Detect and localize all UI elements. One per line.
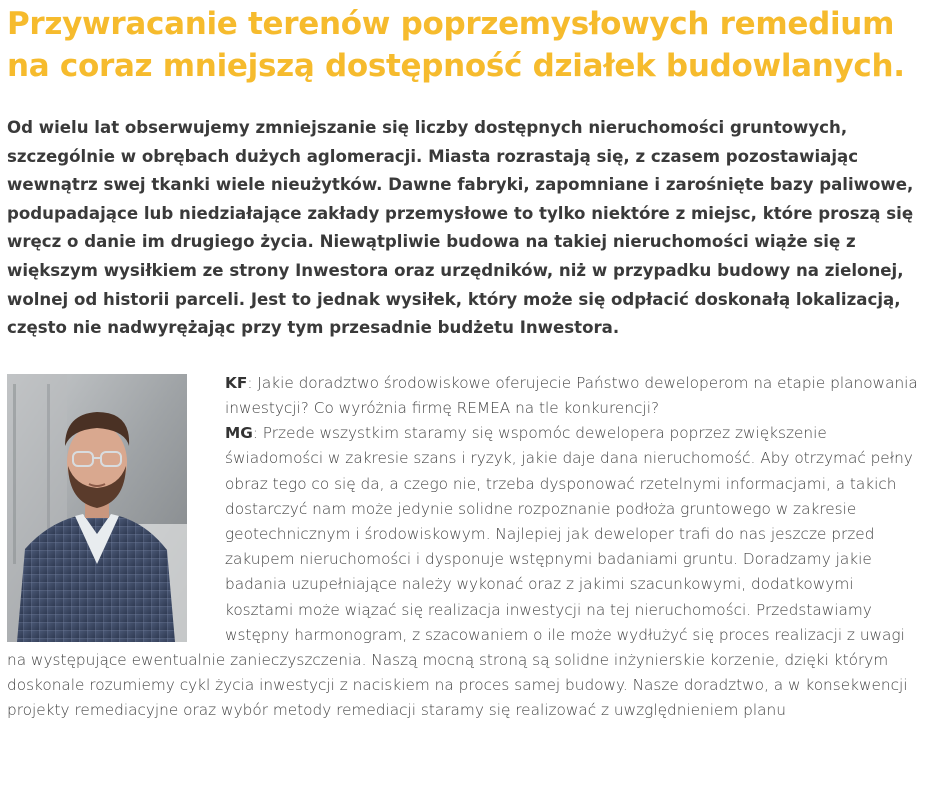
article-lead: Od wielu lat obserwujemy zmniejszanie się liczby dostępnych nieruchomości gruntowych, szczególnie w obrębach dużych aglomeracji. Miasta rozrastają się, z czasem pozostawiając wewnątrz swej tkanki wiele nieużytków. Dawne fabryki, zapomniane i zarośnięte bazy paliwowe, podupadające lub niedziałające zakłady przemysłowe to tylko niektóre z miejsc, które proszą się wręcz o danie im drugiego życia. Niewątpliwie budowa na takiej nieruchomości wiąże się z większym wysiłkiem ze strony Inwestora oraz urzędników, niż w przypadku budowy na zielonej, wolnej od historii parceli. Jest to jednak wysiłek, który może się odpłacić doskonałą lokalizacją, często nie nadwyrężając przy tym przesadnie budżetu Inwestora. xyxy=(7,118,914,338)
article-title: Przywracanie terenów poprzemysłowych remedium na coraz mniejszą dostępność działek budowlanych. xyxy=(7,6,905,84)
question-text: : Jakie doradztwo środowiskowe oferujecie Państwo deweloperom na etapie planowania inwestycji? Co wyróżnia firmę REMEA na tle konkurencji? xyxy=(225,373,918,417)
question-speaker: KF xyxy=(225,373,248,392)
portrait-photo xyxy=(7,374,187,642)
answer-speaker: MG xyxy=(225,424,253,443)
answer-text: : Przede wszystkim staramy się wspomóc dewelopera poprzez zwiększenie świadomości w zakresie szans i ryzyk, jakie daje dana nieruchomość. Aby otrzymać pełny obraz tego co się da, a czego nie, trzeba dysponować rzetelnymi informacjami, a takich dostarczyć nam może jedynie solidne rozpoznanie podłoża gruntowego w zakresie geotechnicznym i środowiskowym. Najlepiej jak deweloper trafi do nas jeszcze przed zakupem nieruchomości i dysponuje wstępnymi badaniami gruntu. Doradzamy jakie badania uzupełniające należy wykonać oraz z jakimi szacunkowymi, dodatkowymi kosztami może wiązać się realizacja inwestycji na tej nieruchomości. Przedstawiamy wstępny harmonogram, z szacowaniem o ile może wydłużyć się proces realizacji z uwagi na występujące ewentualnie zanieczyszczenia. Naszą mocną stroną są solidne inżynierskie korzenie, dzięki którym doskonale rozumiemy cykl życia inwestycji z naciskiem na proces samej budowy. Nasze doradztwo, a w konsekwencji projekty remediacyjne oraz wybór metody remediacji staramy się realizować z uwzględnieniem planu xyxy=(7,424,913,720)
interview-section xyxy=(7,371,919,724)
article xyxy=(7,0,919,724)
